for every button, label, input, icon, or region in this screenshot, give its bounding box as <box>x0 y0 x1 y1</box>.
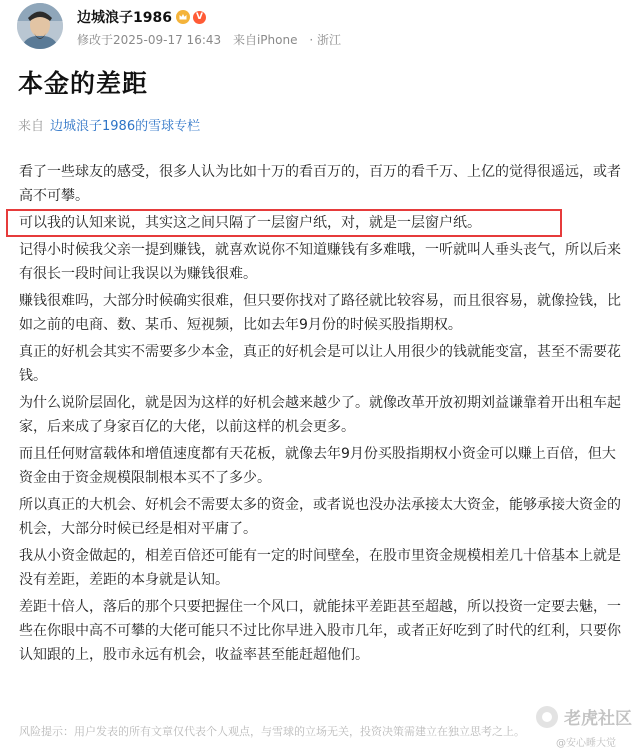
article-title: 本金的差距 <box>18 69 149 98</box>
highlighted-paragraph: 可以我的认知来说，其实这之间只隔了一层窗户纸，对，就是一层窗户纸。 <box>8 211 560 235</box>
source-column-link[interactable]: 边城浪子1986的雪球专栏 <box>50 119 201 134</box>
avatar-portrait-icon <box>17 3 63 49</box>
tiger-logo-icon <box>536 706 558 728</box>
watermark-site: 老虎社区 <box>564 709 632 729</box>
post-header <box>17 3 627 51</box>
location: · 浙江 <box>309 33 341 47</box>
watermark <box>536 704 632 729</box>
source-prefix: 来自 <box>18 119 45 134</box>
paragraph: 而且任何财富载体和增值速度都有天花板，就像去年9月份买股指期权小资金可以赚上百倍，但大资金由于资金规模限制根本买不了多少。 <box>19 446 616 486</box>
verified-badge: V <box>193 11 206 24</box>
risk-disclaimer: 风险提示：用户发表的所有文章仅代表个人观点，与雪球的立场无关，投资决策需建立在独立思考之上。 <box>19 725 525 738</box>
post-meta <box>77 31 349 48</box>
paragraph: 我从小资金做起的，相差百倍还可能有一定的时间壁垒，在股市里资金规模相差几十倍基本上就是没有差距，差距的本身就是认知。 <box>19 548 621 588</box>
paragraph: 所以真正的大机会、好机会不需要太多的资金，或者说也没办法承接太大资金，能够承接大资金的机会，大部分时候已经是相对平庸了。 <box>19 497 621 537</box>
crown-icon <box>176 10 190 24</box>
author-name[interactable]: 边城浪子1986 <box>77 10 172 26</box>
modified-time: 修改于2025-09-17 16:43 <box>77 33 222 47</box>
device-source: 来自iPhone <box>232 33 298 47</box>
watermark-user: @安心睡大觉 <box>556 738 616 749</box>
paragraph: 记得小时候我父亲一提到赚钱，就喜欢说你不知道赚钱有多难哦，一听就叫人垂头丧气，所以后来有很长一段时间让我误以为赚钱很难。 <box>19 242 621 282</box>
article-source <box>18 115 200 134</box>
article-body <box>19 160 625 670</box>
paragraph: 为什么说阶层固化，就是因为这样的好机会越来越少了。就像改革开放初期刘益谦靠着开出租车起家，后来成了身家百亿的大佬，以前这样的机会更多。 <box>19 395 621 435</box>
author-line <box>77 7 206 27</box>
author-avatar[interactable] <box>17 3 63 49</box>
paragraph: 差距十倍人，落后的那个只要把握住一个风口，就能抹平差距甚至超越，所以投资一定要去魅，一些在你眼中高不可攀的大佬可能只不过比你早进入股市几年，或者正好吃到了时代的红利，只要你认知跟的上，股市永远有机会，收益率甚至能赶超他们。 <box>19 599 621 663</box>
paragraph: 真正的好机会其实不需要多少本金，真正的好机会是可以让人用很少的钱就能变富，甚至不需要花钱。 <box>19 344 621 384</box>
paragraph: 看了一些球友的感受，很多人认为比如十万的看百万的，百万的看千万、上亿的觉得很遥远，或者高不可攀。 <box>19 164 621 204</box>
paragraph: 赚钱很难吗，大部分时候确实很难，但只要你找对了路径就比较容易，而且很容易，就像捡钱，比如之前的电商、数、某币、短视频，比如去年9月份的时候买股指期权。 <box>19 293 621 333</box>
